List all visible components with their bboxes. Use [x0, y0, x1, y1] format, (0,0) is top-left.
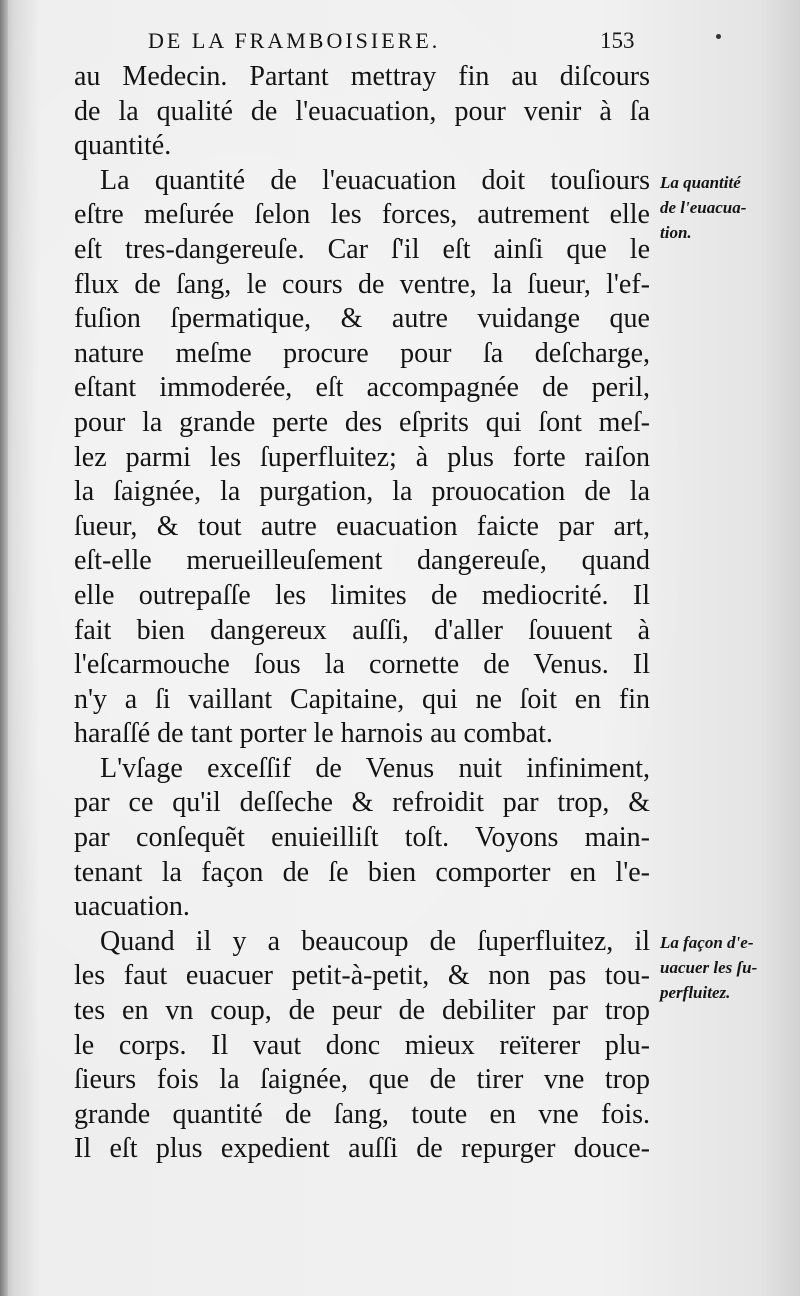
text-line: eſtant immoderée, eſt accompagnée de peril,: [74, 372, 650, 404]
text-line: pour la grande perte des eſprits qui ſont meſ-: [74, 406, 650, 438]
text-line: ſueur, & tout autre euacuation faicte par art,: [74, 510, 650, 542]
text-line: elle outrepaſſe les limites de mediocrité. Il: [74, 579, 650, 611]
text-line: de la qualité de l'euacuation, pour venir à ſa: [74, 95, 650, 127]
margin-note-line: La quantité: [660, 173, 741, 192]
text-line: grande quantité de ſang, toute en vne fois.: [74, 1098, 650, 1130]
margin-note-line: La façon d'e-: [660, 933, 754, 952]
running-head: [148, 28, 648, 58]
margin-note-line: tion.: [660, 223, 692, 242]
text-line: au Medecin. Partant mettray fin au diſcours: [74, 61, 650, 92]
text-line: Quand il y a beaucoup de ſuperfluitez, il: [100, 925, 650, 957]
running-head-title: DE LA FRAMBOISIERE.: [148, 28, 441, 53]
text-line: n'y a ſi vaillant Capitaine, qui ne ſoit en fin: [74, 683, 650, 715]
text-line: fuſion ſpermatique, & autre vuidange que: [74, 303, 650, 335]
margin-note-line: uacuer les ſu-: [660, 958, 758, 977]
text-line: par ce qu'il deſſeche & refroidit par trop, &: [74, 787, 650, 819]
body-text: [74, 60, 650, 1167]
page-number: 153: [600, 28, 635, 53]
text-line: ſieurs fois la ſaignée, que de tirer vne trop: [74, 1064, 650, 1096]
margin-note-line: de l'euacua-: [660, 198, 747, 217]
text-line: nature meſme procure pour ſa deſcharge,: [74, 337, 650, 369]
text-line: eſt tres-dangereuſe. Car ſ'il eſt ainſi que le: [74, 233, 650, 265]
text-line: flux de ſang, le cours de ventre, la ſueur, l'ef-: [74, 268, 650, 300]
text-line: lez parmi les ſuperfluitez; à plus forte raiſon: [74, 441, 650, 473]
ink-speck: [716, 34, 721, 39]
text-line: le corps. Il vaut donc mieux reïterer plu-: [74, 1029, 650, 1061]
text-line: tes en vn coup, de peur de debiliter par trop: [74, 995, 650, 1027]
margin-note-quantite: [660, 170, 746, 245]
text-line: Il eſt plus expedient auſſi de repurger douce-: [74, 1133, 650, 1165]
text-line: L'vſage exceſſif de Venus nuit infiniment,: [100, 752, 650, 784]
margin-note-line: perfluitez.: [660, 983, 731, 1002]
text-line: les faut euacuer petit-à-petit, & non pas tou-: [74, 960, 650, 992]
page-spine-shadow: [0, 0, 8, 1296]
text-line: quantité.: [74, 130, 172, 162]
text-line: uacuation.: [74, 891, 190, 923]
text-line: la ſaignée, la purgation, la prouocation de la: [74, 476, 650, 508]
text-line: eſt-elle merueilleuſement dangereuſe, quand: [74, 545, 650, 577]
text-line: tenant la façon de ſe bien comporter en l'e-: [74, 856, 650, 888]
text-line: par conſequẽt enuieilliſt toſt. Voyons main-: [74, 822, 650, 854]
margin-note-facon: [660, 930, 757, 1005]
text-line: La quantité de l'euacuation doit touſiours: [100, 164, 650, 196]
text-line: l'eſcarmouche ſous la cornette de Venus. Il: [74, 649, 650, 681]
text-line: haraſſé de tant porter le harnois au combat.: [74, 718, 553, 750]
text-line: fait bien dangereux auſſi, d'aller ſouuent à: [74, 614, 650, 646]
text-line: eſtre meſurée ſelon les forces, autrement elle: [74, 199, 650, 231]
